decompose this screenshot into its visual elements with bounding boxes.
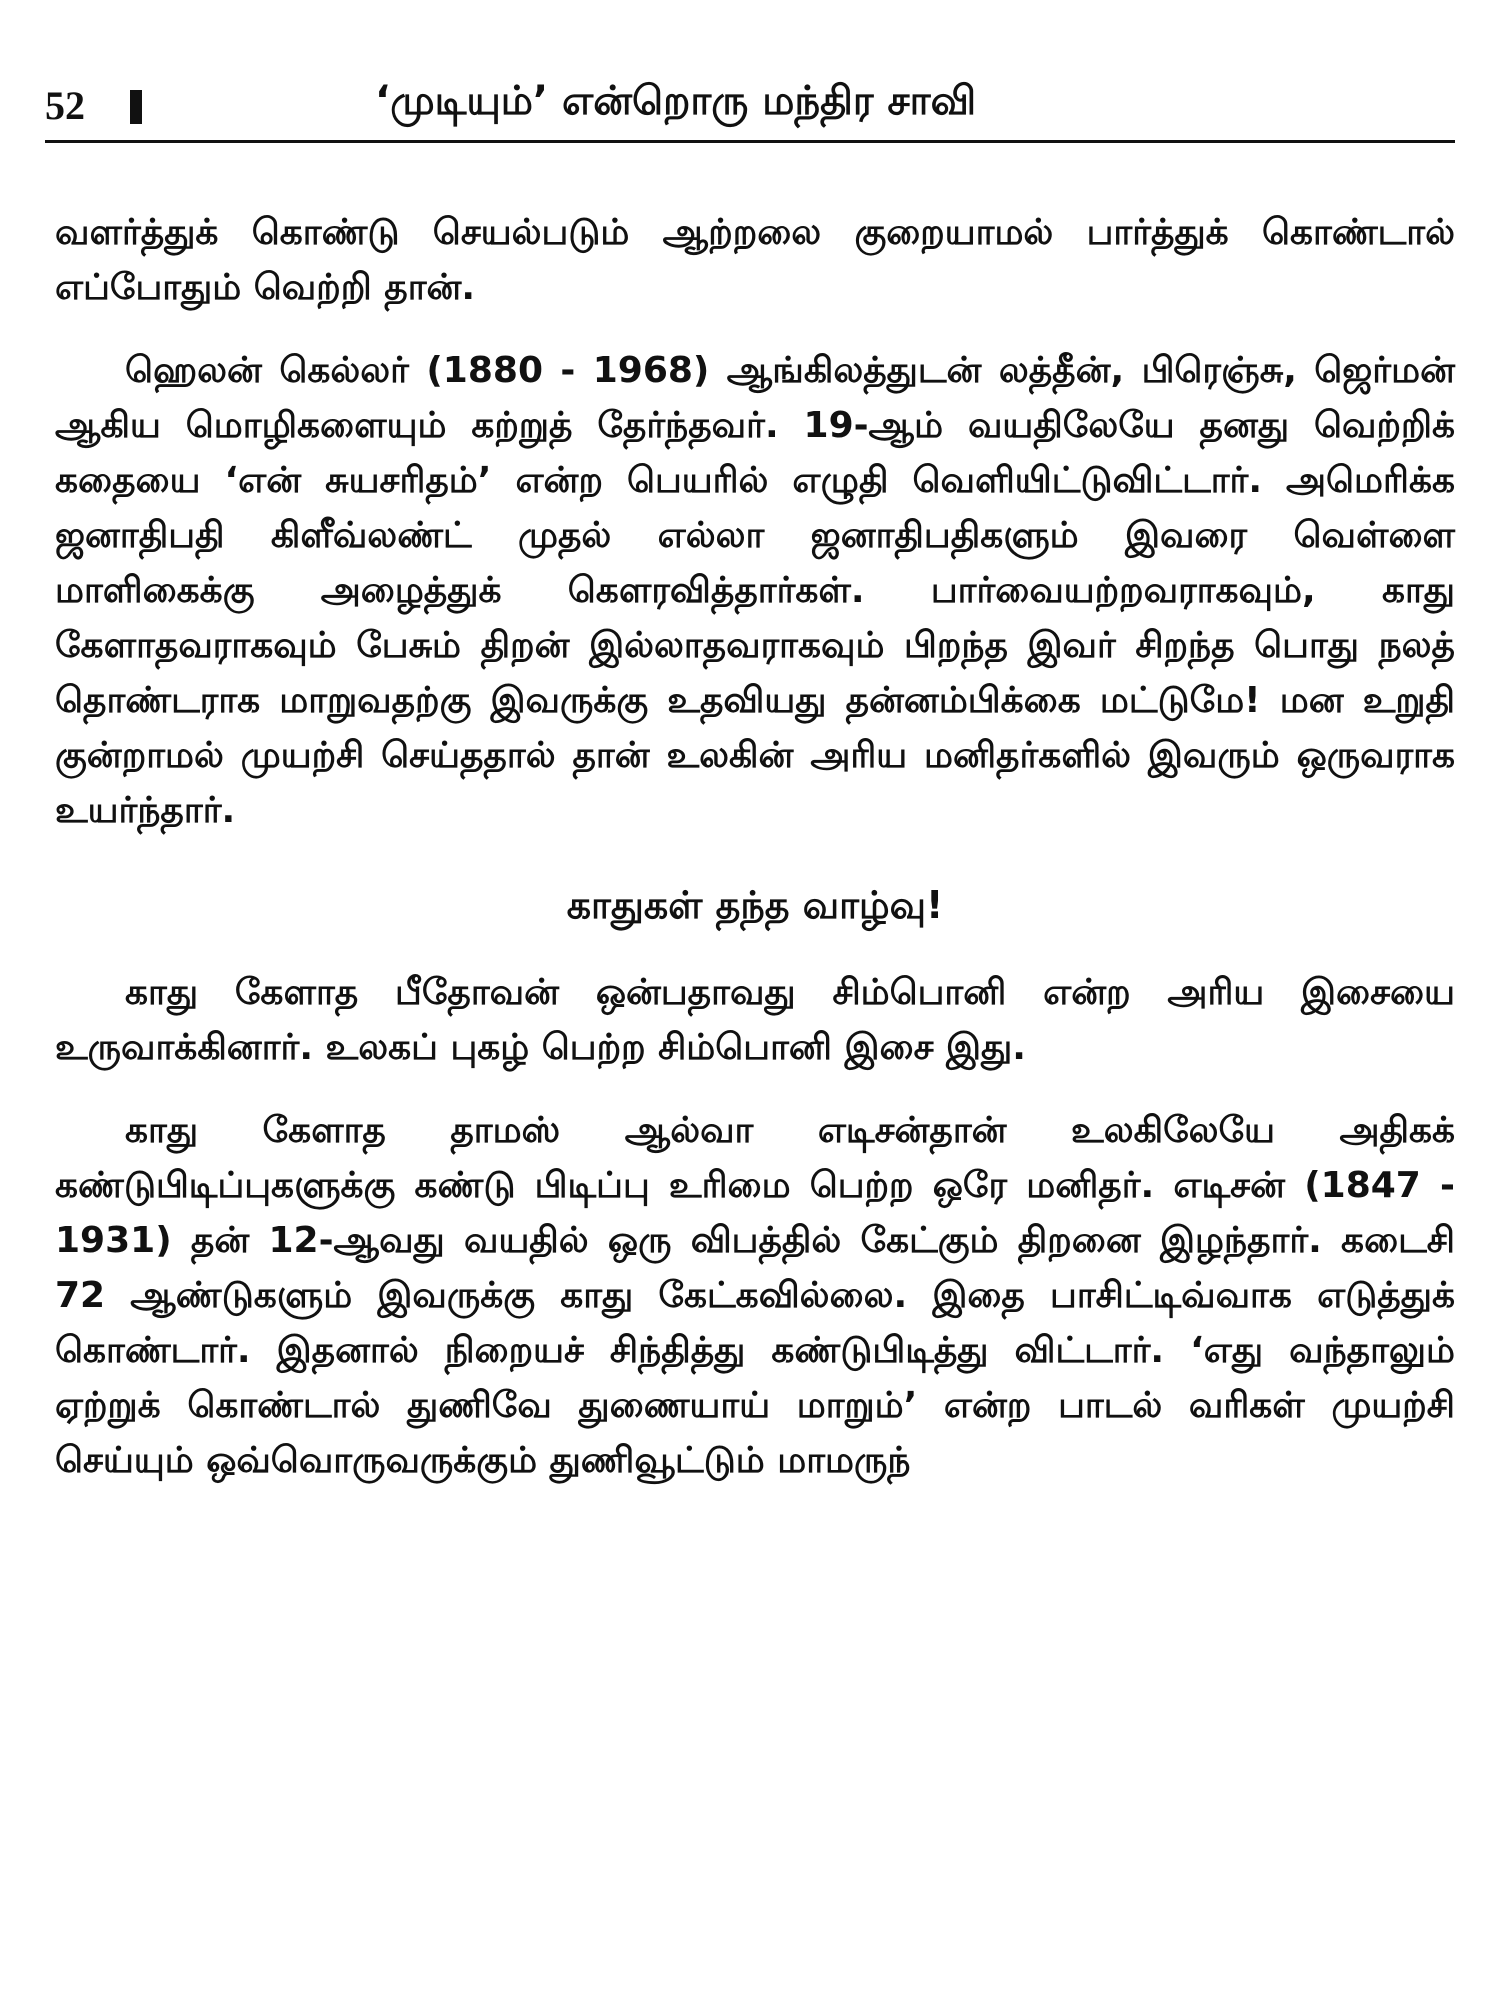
page-number: 52	[45, 83, 85, 128]
header-rule	[45, 140, 1455, 143]
paragraph-edison: காது கேளாத தாமஸ் ஆல்வா எடிசன்தான் உலகிலேயே அதிகக் கண்டுபிடிப்புகளுக்கு கண்டு பிடிப்பு உரிமை பெற்ற ஒரே மனிதர். எடிசன் (1847 - 1931) தன் 12-ஆவது வயதில் ஒரு விபத்தில் கேட்கும் திறனை இழந்தார். கடைசி 72 ஆண்டுகளும் இவருக்கு காது கேட்கவில்லை. இதை பாசிட்டிவ்வாக எடுத்துக் கொண்டார். இதனால் நிறையச் சிந்தித்து கண்டுபிடித்து விட்டார். ‘எது வந்தாலும் ஏற்றுக் கொண்டால் துணிவே துணையாய் மாறும்’ என்ற பாடல் வரிகள் முயற்சி செய்யும் ஒவ்வொருவருக்கும் துணிவூட்டும் மாமருந்	[55, 1110, 1455, 1481]
paragraph-beethoven: காது கேளாத பீதோவன் ஒன்பதாவது சிம்பொனி என்ற அரிய இசையை உருவாக்கினார். உலகப் புகழ் பெற்ற சிம்பொனி இசை இது.	[55, 972, 1455, 1068]
section-heading: காதுகள் தந்த வாழ்வு!	[566, 883, 944, 927]
page-body	[55, 205, 1455, 1488]
header-separator-mark	[130, 90, 142, 124]
page-header	[45, 60, 1455, 140]
running-title: ‘முடியும்’ என்றொரு மந்திர சாவி	[375, 78, 977, 124]
paragraph-continuation: வளர்த்துக் கொண்டு செயல்படும் ஆற்றலை குறையாமல் பார்த்துக் கொண்டால் எப்போதும் வெற்றி தான்.	[55, 212, 1455, 308]
paragraph-helen-keller: ஹெலன் கெல்லர் (1880 - 1968) ஆங்கிலத்துடன் லத்தீன், பிரெஞ்சு, ஜெர்மன் ஆகிய மொழிகளையும் கற்றுத் தேர்ந்தவர். 19-ஆம் வயதிலேயே தனது வெற்றிக் கதையை ‘என் சுயசரிதம்’ என்ற பெயரில் எழுதி வெளியிட்டுவிட்டார். அமெரிக்க ஜனாதிபதி கிளீவ்லண்ட் முதல் எல்லா ஜனாதிபதிகளும் இவரை வெள்ளை மாளிகைக்கு அழைத்துக் கௌரவித்தார்கள். பார்வையற்றவராகவும், காது கேளாதவராகவும் பேசும் திறன் இல்லாதவராகவும் பிறந்த இவர் சிறந்த பொது நலத் தொண்டராக மாறுவதற்கு இவருக்கு உதவியது தன்னம்பிக்கை மட்டுமே! மன உறுதி குன்றாமல் முயற்சி செய்ததால் தான் உலகின் அரிய மனிதர்களில் இவரும் ஒருவராக உயர்ந்தார்.	[55, 350, 1455, 831]
